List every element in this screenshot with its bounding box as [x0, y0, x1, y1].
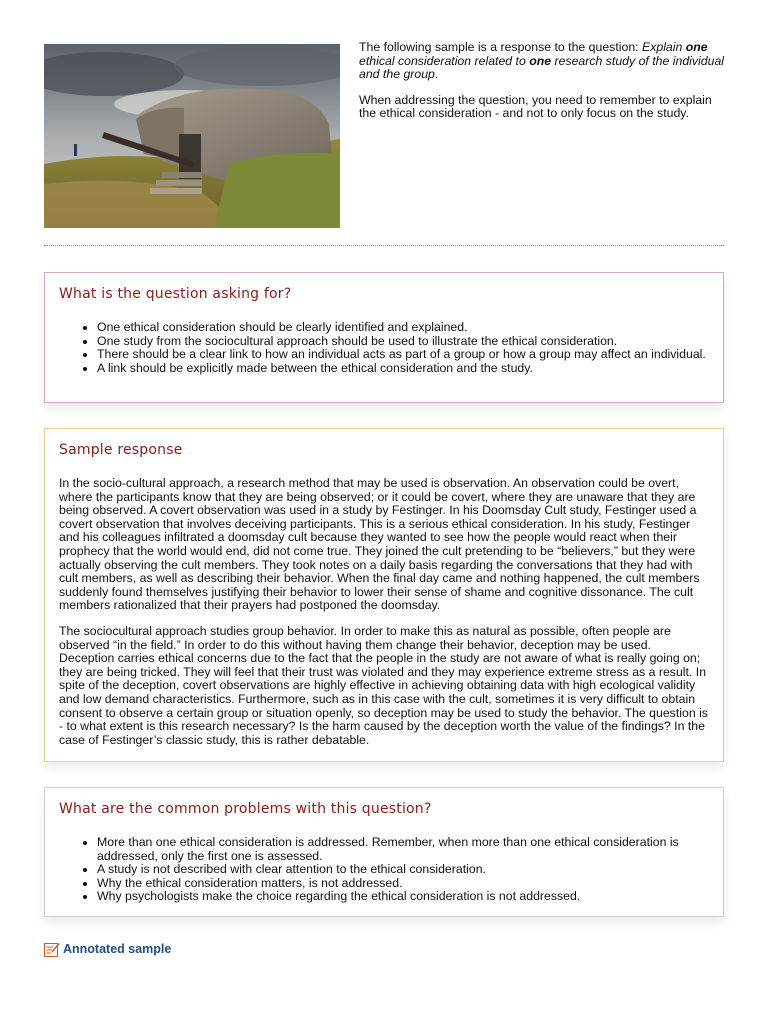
- intro-lead: The following sample is a response to the question:: [359, 40, 642, 54]
- sample-response-title: Sample response: [59, 442, 183, 458]
- list-item: • One ethical consideration should be clearly identified and explained.: [97, 321, 709, 335]
- list-item: • Why the ethical consideration matters, is not addressed.: [97, 877, 709, 891]
- question-asking-list: [59, 321, 709, 375]
- annotated-sample-link[interactable]: [44, 942, 171, 958]
- common-problems-list: [59, 836, 709, 904]
- bunker-photo: [44, 44, 340, 228]
- edit-pencil-icon: [44, 942, 60, 958]
- bunker-illustration: [44, 44, 340, 228]
- intro-instruction-paragraph: When addressing the question, you need to remember to explain the ethical consideration - and not to only focus on the study.: [359, 92, 712, 121]
- common-problems-title: What are the common problems with this question?: [59, 801, 432, 817]
- list-item: • There should be a clear link to how an individual acts as part of a group or how a group may affect an individual.: [97, 348, 709, 362]
- question-asking-title: What is the question asking for?: [59, 286, 292, 302]
- list-item: • Why psychologists make the choice regarding the ethical consideration is not addressed.: [97, 890, 709, 904]
- list-item: • A link should be explicitly made between the ethical consideration and the study.: [97, 362, 709, 376]
- intro-question-paragraph: [359, 41, 729, 82]
- question-part-2: ethical consideration related to: [359, 53, 530, 68]
- question-emphasis-1: one: [685, 40, 708, 54]
- intro-text: [359, 41, 729, 133]
- question-emphasis-2: one: [529, 53, 552, 68]
- question-part-1: Explain: [642, 40, 686, 54]
- question-part-3: research study of the individual and the group: [359, 53, 725, 82]
- list-item: • More than one ethical consideration is addressed. Remember, when more than one ethical consideration is addressed, only the first one is assessed.: [97, 836, 709, 863]
- question-asking-box: [44, 272, 724, 403]
- sample-response-box: [44, 428, 724, 762]
- intro-period: .: [434, 67, 439, 82]
- list-item: • One study from the sociocultural approach should be used to illustrate the ethical consideration.: [97, 335, 709, 349]
- sample-paragraph-1: In the socio-cultural approach, a research method that may be used is observation. An observation could be overt, where the participants know that they are being observed; or it could be covert, where they are unaware that they are being observed. A covert observation was used in a study by Festinger. In his Doomsday Cult study, Festinger used a covert observation that involves deceiving participants. This is a serious ethical consideration. In his study, Festinger and his colleagues infiltrated a doomsday cult because they wanted to see how the people would react when their prophecy that the world would end, did not come true. They joined the cult pretending to be “believers,” but they were actually observing the cult members. They took notes on a daily basis regarding the conversations that they had with cult members, as well as describing their behavior. When the final day came and nothing happened, the cult members suddenly found themselves justifying their behavior to lower their sense of shame and cognitive dissonance. The cult members rationalized that their prayers had postponed the doomsday.: [59, 476, 700, 613]
- annotated-sample-label: Annotated sample: [63, 942, 172, 957]
- section-divider: [44, 245, 724, 246]
- common-problems-box: [44, 787, 724, 917]
- sample-paragraph-2: The sociocultural approach studies group behavior. In order to make this as natural as possible, often people are observed “in the field.” In order to do this without having them change their behavior, deception may be used. Deception carries ethical concerns due to the fact that the people in the study are not aware of what is really going on; they are being tricked. They will feel that their trust was violated and they may experience extreme stress as a result. In spite of the deception, covert observations are highly effective in achieving obtaining data with high ecological validity and low demand characteristics. Furthermore, such as in this case with the cult, sometimes it is very difficult to obtain consent to observe a certain group or situation openly, so deception may be used to study the behavior. The question is - to what extent is this research necessary? Is the harm caused by the deception worth the value of the findings? In the case of Festinger’s classic study, this is rather debatable.: [59, 623, 708, 747]
- list-item: • A study is not described with clear attention to the ethical consideration.: [97, 863, 709, 877]
